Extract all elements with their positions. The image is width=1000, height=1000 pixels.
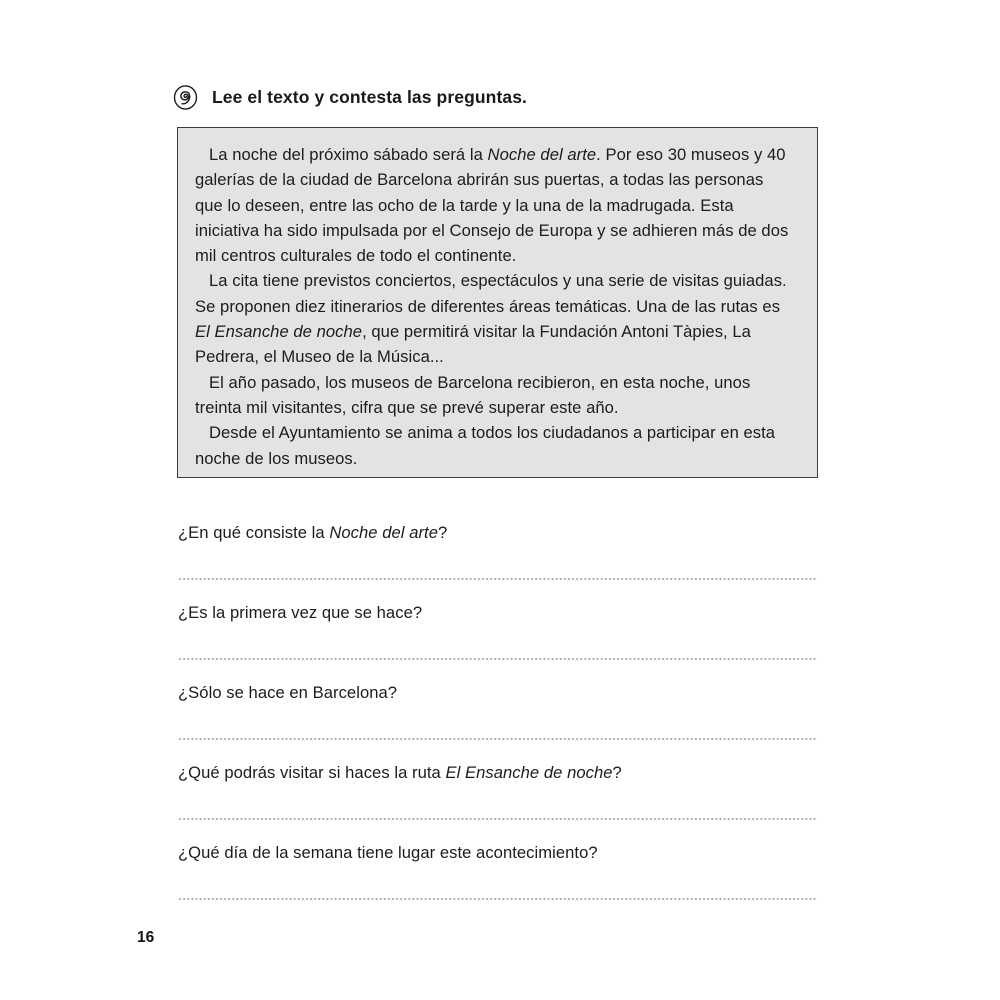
question-text: ¿Sólo se hace en Barcelona? [178,683,398,702]
page-number: 16 [137,929,155,946]
answer-line[interactable] [178,818,818,820]
answer-line[interactable] [178,658,818,660]
exercise-title: Lee el texto y contesta las preguntas. [212,86,528,107]
question-text: ¿Qué podrás visitar si haces la ruta El Ensanche de noche? [178,763,622,782]
question-block [178,760,818,840]
question-block [178,680,818,760]
question-block [178,520,818,600]
answer-line[interactable] [178,578,818,580]
answer-line[interactable] [178,898,818,900]
passage-paragraph: La cita tiene previstos conciertos, espectáculos y una serie de visitas guiadas. Se proponen diez itinerarios de diferentes áreas temáticas. Una de las rutas es El Ensanche de noche, que permitirá visitar la Fundación Antoni Tàpies, La Pedrera, el Museo de la Música... [195,271,787,367]
question-text: ¿Es la primera vez que se hace? [178,603,423,622]
question-block [178,840,818,920]
answer-line[interactable] [178,738,818,740]
question-block [178,600,818,680]
passage-paragraph: El año pasado, los museos de Barcelona recibieron, en esta noche, unos treinta mil visitantes, cifra que se prevé superar este año. [195,372,751,417]
passage-paragraph: La noche del próximo sábado será la Noche del arte. Por eso 30 museos y 40 galerías de la ciudad de Barcelona abrirán sus puertas, a todas las personas que lo deseen, entre las ocho de la tarde y la una de la madrugada. Esta iniciativa ha sido impulsada por el Consejo de Europa y se adhieren más de dos mil centros culturales de todo el continente. [195,145,789,266]
questions-list [178,520,818,920]
spiral-nine-icon [172,84,199,111]
question-text: ¿Qué día de la semana tiene lugar este acontecimiento? [178,843,598,862]
exercise-heading [172,84,527,111]
reading-passage-box [177,127,818,478]
passage-paragraph: Desde el Ayuntamiento se anima a todos los ciudadanos a participar en esta noche de los museos. [195,423,776,468]
question-text: ¿En qué consiste la Noche del arte? [178,523,448,542]
